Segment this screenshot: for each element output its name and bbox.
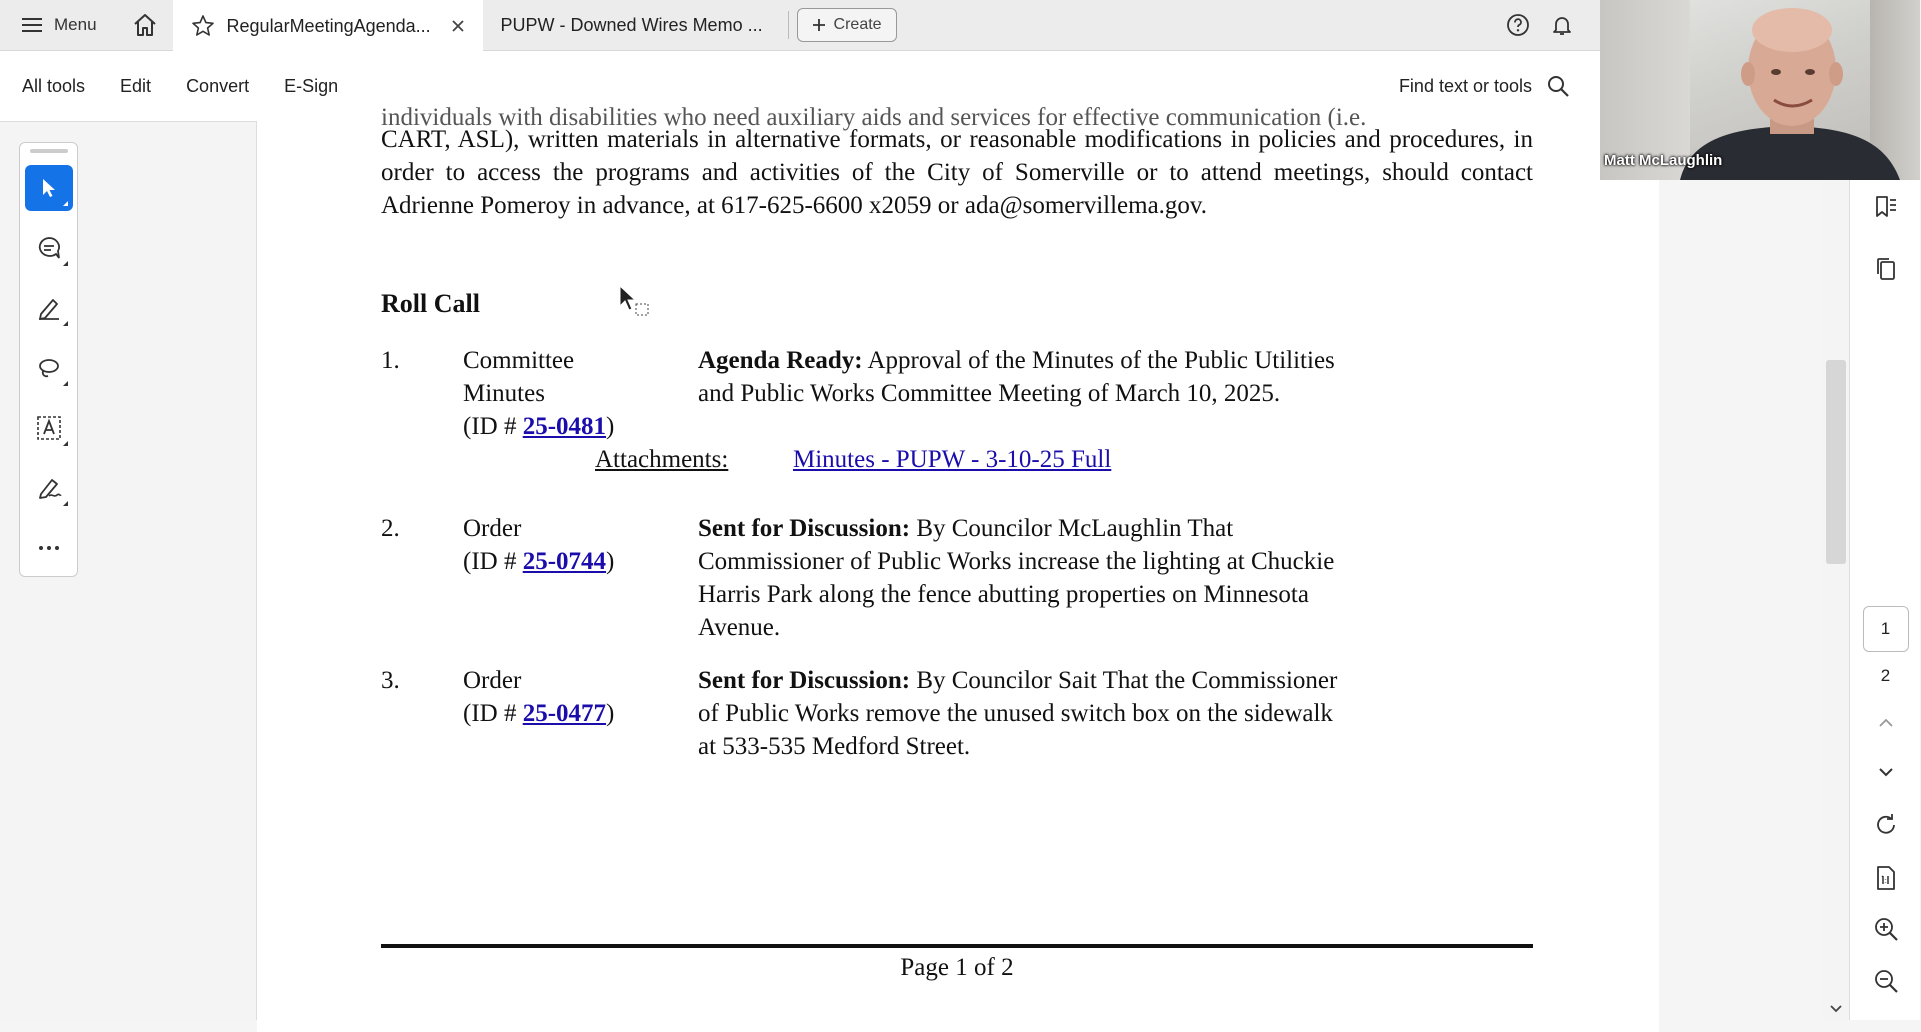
item-id-line bbox=[463, 410, 663, 443]
item-type-line2: Minutes bbox=[463, 380, 545, 407]
fit-page-icon bbox=[1873, 864, 1899, 892]
footer-rule bbox=[381, 944, 1533, 948]
previous-page-button[interactable] bbox=[1850, 718, 1921, 728]
refresh-icon bbox=[1873, 812, 1899, 838]
quick-tools-panel bbox=[19, 142, 78, 577]
item-status: Sent for Discussion: bbox=[698, 515, 911, 542]
intro-text: CART, ASL), written materials in alternative formats, or reasonable modifications in policies and procedures, in order to access the programs and activities of the City of Somerville or to attend meetings, should contact Adrienne Pomeroy in advance, at 617-625-6600 x2059 or ada@somervillema.gov. bbox=[381, 126, 1533, 219]
id-suffix: ) bbox=[606, 548, 615, 575]
tab-label: RegularMeetingAgenda... bbox=[226, 15, 431, 36]
item-description bbox=[698, 512, 1338, 644]
participant-name: Matt McLaughlin bbox=[1604, 152, 1723, 169]
id-prefix: (ID # bbox=[463, 700, 523, 727]
tab-bar bbox=[0, 0, 1600, 51]
pointer-icon bbox=[38, 177, 60, 199]
toolbar-all-tools[interactable]: All tools bbox=[22, 75, 86, 96]
more-icon bbox=[37, 544, 61, 552]
toolbar-convert[interactable]: Convert bbox=[186, 75, 250, 96]
id-prefix: (ID # bbox=[463, 548, 523, 575]
comment-icon bbox=[36, 235, 62, 261]
more-tools-button[interactable] bbox=[25, 525, 73, 571]
text-box-icon bbox=[35, 414, 63, 442]
item-id-link[interactable]: 25-0477 bbox=[522, 700, 607, 727]
signature-pen-icon bbox=[35, 474, 63, 502]
accessibility-paragraph bbox=[381, 104, 1533, 222]
pages-button[interactable] bbox=[1850, 256, 1921, 282]
tab-divider bbox=[788, 11, 789, 39]
bell-icon[interactable] bbox=[1550, 13, 1574, 37]
home-button[interactable] bbox=[117, 0, 173, 51]
help-icon[interactable] bbox=[1506, 13, 1530, 37]
sign-tool-button[interactable] bbox=[25, 465, 73, 511]
page-thumb-2[interactable] bbox=[1850, 666, 1921, 686]
next-page-button[interactable] bbox=[1850, 767, 1921, 777]
item-type bbox=[463, 512, 663, 578]
item-number: 3. bbox=[381, 667, 400, 694]
bookmarks-button[interactable] bbox=[1850, 194, 1921, 220]
chevron-down-icon bbox=[1878, 767, 1894, 777]
item-type-line1: Order bbox=[463, 515, 522, 542]
menu-button[interactable] bbox=[0, 0, 117, 51]
item-type-line1: Order bbox=[463, 667, 522, 694]
panel-grip[interactable] bbox=[30, 149, 68, 153]
chevron-up-icon bbox=[1878, 718, 1894, 728]
webcam-overlay bbox=[1600, 0, 1920, 180]
menu-label: Menu bbox=[54, 15, 97, 34]
item-description bbox=[698, 344, 1338, 410]
draw-tool-button[interactable] bbox=[25, 345, 73, 391]
fit-page-button[interactable] bbox=[1850, 864, 1921, 892]
toolbar-esign[interactable]: E-Sign bbox=[284, 75, 339, 96]
text-tool-button[interactable] bbox=[25, 405, 73, 451]
pdf-page bbox=[257, 104, 1659, 1032]
item-type bbox=[463, 344, 663, 443]
item-id-line bbox=[463, 545, 663, 578]
close-icon[interactable] bbox=[451, 19, 465, 33]
find-text-or-tools[interactable] bbox=[1399, 74, 1570, 98]
scroll-down-icon[interactable] bbox=[1829, 1004, 1843, 1014]
item-description bbox=[698, 664, 1338, 763]
item-status: Agenda Ready: bbox=[698, 347, 863, 374]
item-description-text: By Councilor Sait That the Commissioner of Public Works remove the unused switch box on the sidewalk at 533-535 Medford Street. bbox=[698, 667, 1338, 760]
intro-cut-line: individuals with disabilities who need auxiliary aids and services for effective communication (i.e. bbox=[381, 104, 1367, 131]
item-number: 1. bbox=[381, 347, 400, 374]
item-id-line bbox=[463, 697, 663, 730]
page-number: 2 bbox=[1880, 666, 1891, 685]
highlight-tool-button[interactable] bbox=[25, 285, 73, 331]
vertical-scrollbar[interactable] bbox=[1823, 122, 1849, 1020]
mouse-cursor-icon bbox=[618, 284, 652, 320]
tab-label: PUPW - Downed Wires Memo ... bbox=[500, 14, 763, 35]
id-suffix: ) bbox=[606, 413, 615, 440]
page-footer: Page 1 of 2 bbox=[900, 954, 1014, 981]
toolbar-edit[interactable]: Edit bbox=[120, 75, 152, 96]
copy-pages-icon bbox=[1873, 256, 1899, 282]
item-description-text: Approval of the Minutes of the Public Utilities and Public Works Committee Meeting of March 10, 2025. bbox=[698, 347, 1335, 407]
item-description-text: By Councilor McLaughlin That Commissioner of Public Works increase the lighting at Chuckie Harris Park along the fence abutting properties on Minnesota Avenue. bbox=[698, 515, 1335, 641]
item-status: Sent for Discussion: bbox=[698, 667, 911, 694]
lasso-icon bbox=[36, 355, 62, 381]
document-viewport[interactable] bbox=[257, 104, 1659, 1020]
attachment-link[interactable]: Minutes - PUPW - 3-10-25 Full bbox=[793, 446, 1112, 473]
tab-pupw-downed-wires[interactable] bbox=[483, 0, 788, 51]
bookmark-icon bbox=[1873, 194, 1899, 220]
tab-regular-meeting-agenda[interactable] bbox=[173, 0, 483, 51]
plus-icon bbox=[812, 18, 826, 32]
zoom-out-icon bbox=[1873, 968, 1899, 994]
comment-tool-button[interactable] bbox=[25, 225, 73, 271]
left-pane bbox=[0, 122, 257, 1020]
rotate-button[interactable] bbox=[1850, 812, 1921, 838]
page-number-current: 1 bbox=[1863, 606, 1909, 652]
id-suffix: ) bbox=[606, 700, 615, 727]
pen-icon bbox=[36, 295, 62, 321]
item-type-line1: Committee bbox=[463, 347, 575, 374]
create-label: Create bbox=[833, 16, 882, 33]
scrollbar-thumb[interactable] bbox=[1826, 360, 1846, 564]
right-rail bbox=[1849, 172, 1920, 1020]
item-id-link[interactable]: 25-0481 bbox=[522, 413, 607, 440]
zoom-in-icon bbox=[1873, 916, 1899, 942]
zoom-in-button[interactable] bbox=[1850, 916, 1921, 942]
page-thumb-1[interactable] bbox=[1850, 606, 1921, 652]
roll-call-heading: Roll Call bbox=[381, 289, 480, 318]
item-type bbox=[463, 664, 663, 730]
zoom-out-button[interactable] bbox=[1850, 968, 1921, 994]
find-label: Find text or tools bbox=[1398, 75, 1532, 96]
star-icon[interactable] bbox=[191, 14, 215, 38]
search-icon bbox=[1546, 74, 1570, 98]
hamburger-icon bbox=[22, 18, 42, 32]
item-number: 2. bbox=[381, 515, 400, 542]
item-id-link[interactable]: 25-0744 bbox=[522, 548, 607, 575]
select-tool-button[interactable] bbox=[25, 165, 73, 211]
home-icon bbox=[132, 13, 158, 37]
create-button[interactable] bbox=[797, 8, 897, 42]
id-prefix: (ID # bbox=[463, 413, 523, 440]
attachments-label: Attachments: bbox=[595, 446, 729, 473]
